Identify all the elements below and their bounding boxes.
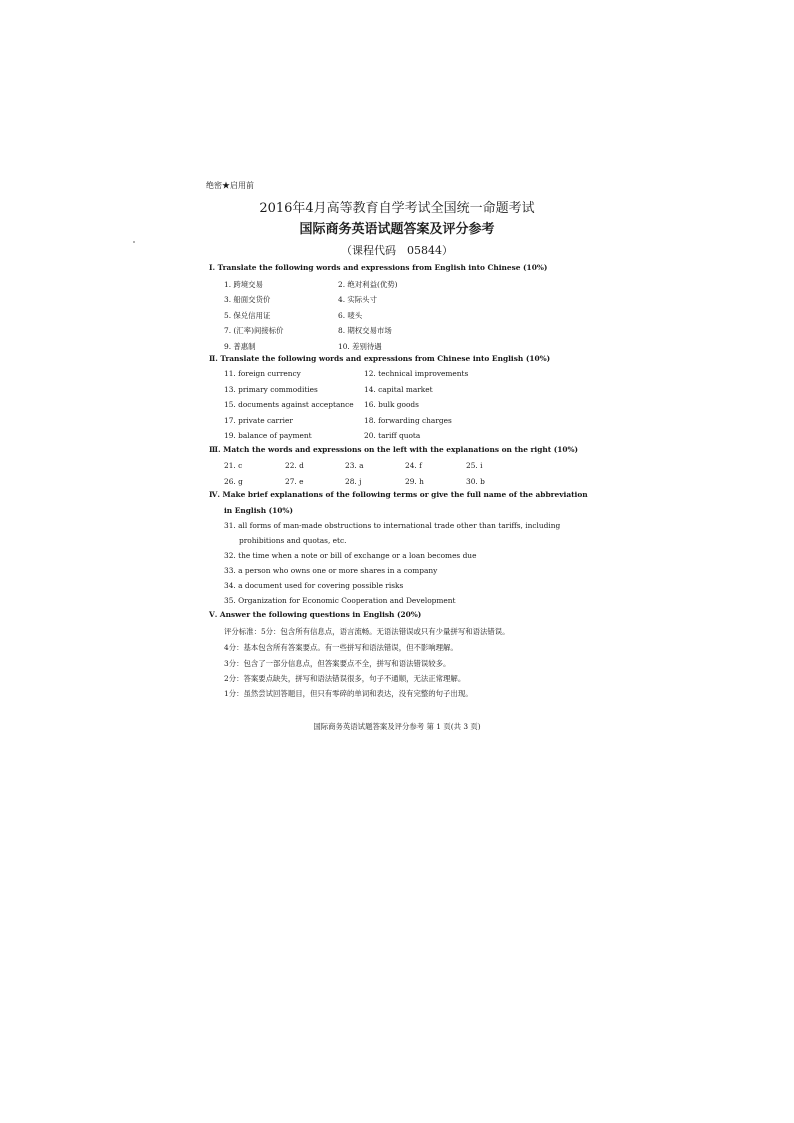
answer-item: 12. technical improvements	[364, 369, 469, 378]
answer-item: 5. 保兑信用证	[224, 311, 271, 320]
exam-title: 2016年4月高等教育自学考试全国统一命题考试	[259, 201, 535, 216]
answer-item: 20. tariff quota	[364, 431, 421, 440]
scoring-line: 4分：基本包含所有答案要点。有一些拼写和语法错误，但不影响理解。	[224, 643, 458, 652]
classification-label: 绝密★启用前	[206, 181, 254, 190]
scoring-line: 评分标准：5分：包含所有信息点，语言流畅。无语法错误或只有少量拼写和语法错误。	[224, 627, 510, 636]
answer-item: 19. balance of payment	[224, 431, 312, 440]
answer-line: 34. a document used for covering possible risks	[224, 581, 404, 590]
document-title: 国际商务英语试题答案及评分参考	[299, 222, 495, 237]
answer-item: 4. 实际头寸	[338, 295, 377, 304]
answer-item: 10. 差别待遇	[338, 342, 382, 351]
answer-line: 35. Organization for Economic Cooperation and Development	[224, 596, 456, 605]
answer-item: 8. 期权交易市场	[338, 326, 392, 335]
scoring-line: 2分：答案要点缺失，拼写和语法错误很多，句子不通顺，无法正常理解。	[224, 674, 466, 683]
answer-item: 7. (汇率)间接标价	[224, 326, 284, 335]
answer-item: 22. d	[285, 461, 304, 470]
answer-item: 14. capital market	[364, 385, 433, 394]
answer-item: 2. 绝对利益(优势)	[338, 280, 398, 289]
section-heading: Ⅰ. Translate the following words and expressions from English into Chinese (10%)	[209, 263, 548, 272]
page-footer: 国际商务英语试题答案及评分参考 第 1 页(共 3 页)	[313, 722, 481, 731]
answer-item: 1. 跨境交易	[224, 280, 263, 289]
section-heading: Ⅴ. Answer the following questions in English (20%)	[209, 610, 422, 619]
answer-line: prohibitions and quotas, etc.	[239, 536, 347, 545]
answer-item: 30. b	[466, 477, 485, 486]
scoring-line: 3分：包含了一部分信息点，但答案要点不全，拼写和语法错误较多。	[224, 659, 451, 668]
answer-item: 23. a	[345, 461, 364, 470]
answer-item: 29. h	[405, 477, 424, 486]
answer-item: 6. 唛头	[338, 311, 363, 320]
section-heading-continued: in English (10%)	[224, 506, 293, 515]
answer-item: 9. 普惠制	[224, 342, 256, 351]
answer-item: 21. c	[224, 461, 243, 470]
answer-line: 33. a person who owns one or more shares in a company	[224, 566, 438, 575]
section-heading: Ⅲ. Match the words and expressions on the left with the explanations on the right (10%)	[209, 445, 579, 454]
answer-item: 3. 船面交货价	[224, 295, 271, 304]
answer-item: 26. g	[224, 477, 243, 486]
answer-item: 16. bulk goods	[364, 400, 419, 409]
answer-item: 11. foreign currency	[224, 369, 301, 378]
answer-line: 32. the time when a note or bill of exchange or a loan becomes due	[224, 551, 477, 560]
answer-item: 18. forwarding charges	[364, 416, 452, 425]
answer-item: 13. primary commodities	[224, 385, 318, 394]
answer-item: 28. j	[345, 477, 362, 486]
answer-item: 24. f	[405, 461, 422, 470]
section-heading: Ⅱ. Translate the following words and expressions from Chinese into English (10%)	[209, 354, 551, 363]
scoring-line: 1分：虽然尝试回答题目，但只有零碎的单词和表达，没有完整的句子出现。	[224, 689, 473, 698]
section-heading: Ⅳ. Make brief explanations of the following terms or give the full name of the abbreviation	[209, 490, 588, 499]
answer-item: 25. i	[466, 461, 483, 470]
answer-item: 17. private carrier	[224, 416, 293, 425]
answer-item: 15. documents against acceptance	[224, 400, 354, 409]
course-code: （课程代码 05844）	[341, 244, 453, 257]
answer-line: 31. all forms of man-made obstructions to international trade other than tariffs, including	[224, 521, 561, 530]
answer-item: 27. e	[285, 477, 304, 486]
